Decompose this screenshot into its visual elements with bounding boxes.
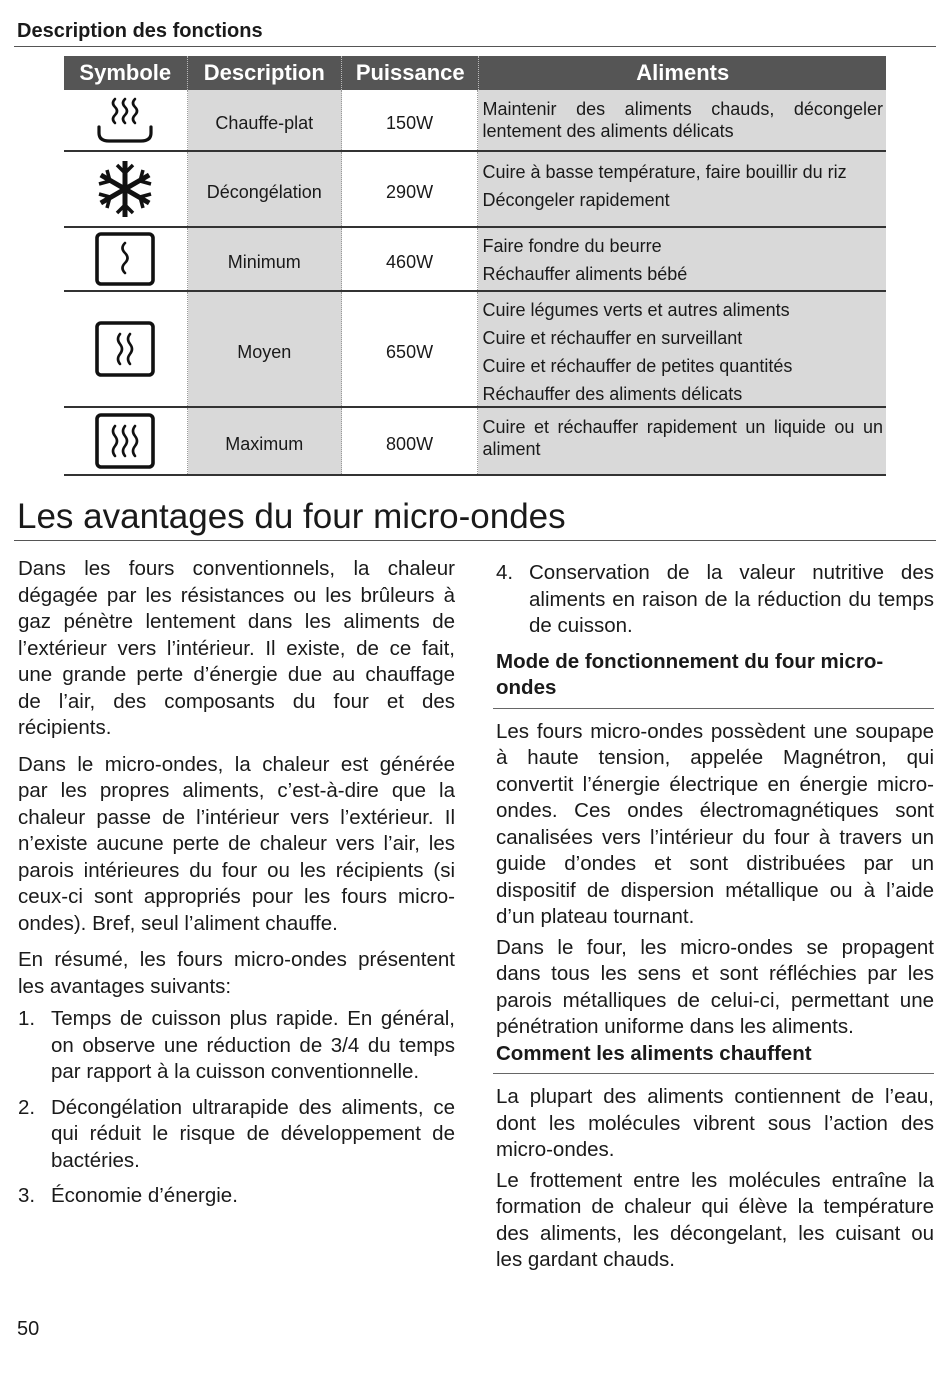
warm-plate-icon: [64, 90, 188, 150]
header-power: Puissance: [342, 56, 480, 90]
header-symbol: Symbole: [64, 56, 188, 90]
row-power: 150W: [342, 90, 479, 150]
table-row: [64, 152, 886, 228]
food-item: Décongeler rapidement: [482, 190, 670, 210]
list-item: [496, 560, 934, 640]
row-description: Moyen: [188, 292, 342, 406]
paragraph: Dans le micro-ondes, la chaleur est générée par les propres aliments, c’est-à-dire que la chaleur passe de l’intérieur vers l’extérieur. Il n’existe aucune perte de chaleur vers l’air, les parois intérieures du four ou les récipients (si ceux-ci sont appropriés pour les fours micro-ondes). Bref, seul l’aliment chauffe.: [18, 752, 455, 935]
list-number: 4.: [496, 561, 514, 584]
food-item: Réchauffer des aliments délicats: [482, 384, 743, 404]
row-description: Chauffe-plat: [188, 90, 342, 150]
food-item: Cuire à basse température, faire bouillir du riz: [482, 162, 847, 182]
list-item: [18, 1006, 455, 1086]
food-item: Maintenir des aliments chauds, décongeler lentement des aliments délicats: [482, 99, 883, 141]
list-number: 2.: [18, 1095, 36, 1119]
list-number: 3.: [18, 1184, 36, 1207]
row-power: 650W: [342, 292, 479, 406]
functions-table: [64, 56, 886, 476]
row-description: Minimum: [188, 228, 342, 290]
left-column: [18, 556, 455, 1219]
page-title: Les avantages du four micro-ondes: [17, 497, 566, 536]
paragraph: Le frottement entre les molécules entraîne la formation de chaleur qui élève la température des aliments, les décongelant, les cuisant ou les gardant chauds.: [496, 1168, 934, 1271]
row-foods: [478, 152, 886, 226]
food-item: Cuire et réchauffer en surveillant: [482, 328, 743, 348]
list-text: Temps de cuisson plus rapide. En général, on observe une réduction de 3/4 du temps par rapport à la cuisson conventionnelle.: [51, 1007, 455, 1083]
paragraph: En résumé, les fours micro-ondes présentent les avantages suivants:: [18, 948, 455, 998]
divider: [493, 1073, 934, 1074]
list-item: [18, 1183, 455, 1210]
list-text: Conservation de la valeur nutritive des aliments en raison de la réduction du temps de cuisson.: [529, 561, 934, 637]
divider: [14, 46, 936, 47]
subheading: Comment les aliments chauffent: [496, 1041, 812, 1065]
row-power: 800W: [342, 408, 479, 474]
row-power: 290W: [342, 152, 479, 226]
right-column: [496, 560, 934, 1284]
divider: [493, 708, 934, 709]
table-row: [64, 292, 886, 408]
table-row: [64, 90, 886, 152]
list-text: Décongélation ultrarapide des aliments, ce qui réduit le risque de développement de bactéries.: [51, 1095, 455, 1172]
food-item: Cuire et réchauffer de petites quantités: [482, 356, 793, 376]
subheading: Mode de fonctionnement du four micro-ondes: [496, 649, 884, 699]
medium-heat-icon: [64, 292, 188, 406]
divider: [14, 540, 936, 541]
food-item: Faire fondre du beurre: [482, 236, 662, 256]
table-header: [64, 56, 886, 90]
maximum-heat-icon: [64, 408, 188, 474]
row-foods: [478, 408, 886, 474]
table-row: [64, 408, 886, 476]
paragraph: La plupart des aliments contiennent de l’eau, dont les molécules vibrent sous l’action des micro-ondes.: [496, 1085, 934, 1161]
table-row: [64, 228, 886, 292]
list-text: Économie d’énergie.: [51, 1184, 238, 1207]
page-number: 50: [17, 1318, 40, 1340]
minimum-heat-icon: [64, 228, 188, 290]
row-foods: [478, 228, 886, 290]
paragraph: Dans le four, les micro-ondes se propagent dans tous les sens et sont réfléchies par les parois métalliques de celui-ci, permettant une pénétration uniforme dans les aliments.: [496, 935, 934, 1038]
advantages-list: [18, 1006, 455, 1210]
header-foods: Aliments: [636, 60, 730, 85]
food-item: Réchauffer aliments bébé: [482, 264, 688, 284]
section-title: Description des fonctions: [17, 20, 263, 42]
snowflake-icon: [64, 152, 188, 226]
list-number: 1.: [18, 1007, 36, 1030]
advantages-list-continued: [496, 560, 934, 640]
header-description: Description: [188, 56, 342, 90]
food-item: Cuire et réchauffer rapidement un liquide ou un aliment: [482, 417, 883, 459]
list-item: [18, 1095, 455, 1175]
paragraph: Dans les fours conventionnels, la chaleur dégagée par les résistances ou les brûleurs à gaz pénètre lentement dans les aliments de l’extérieur vers l’intérieur. Il existe, de ce fait, une grande perte d’énergie due au chauffage de l’air, des composants du four et des récipients.: [18, 557, 455, 739]
food-item: Cuire légumes verts et autres aliments: [482, 300, 790, 320]
row-description: Décongélation: [188, 152, 342, 226]
row-foods: [478, 90, 886, 150]
row-power: 460W: [342, 228, 479, 290]
row-foods: [478, 292, 886, 406]
paragraph: Les fours micro-ondes possèdent une soupape à haute tension, appelée Magnétron, qui convertit l’énergie électrique en énergie micro-ondes. Ces ondes électromagnétiques sont canalisées vers l’intérieur du four à travers un guide d’ondes et sont distribuées par un dispositif de dispersion métallique ou à l’aide d’un plateau tournant.: [496, 719, 934, 928]
row-description: Maximum: [188, 408, 342, 474]
